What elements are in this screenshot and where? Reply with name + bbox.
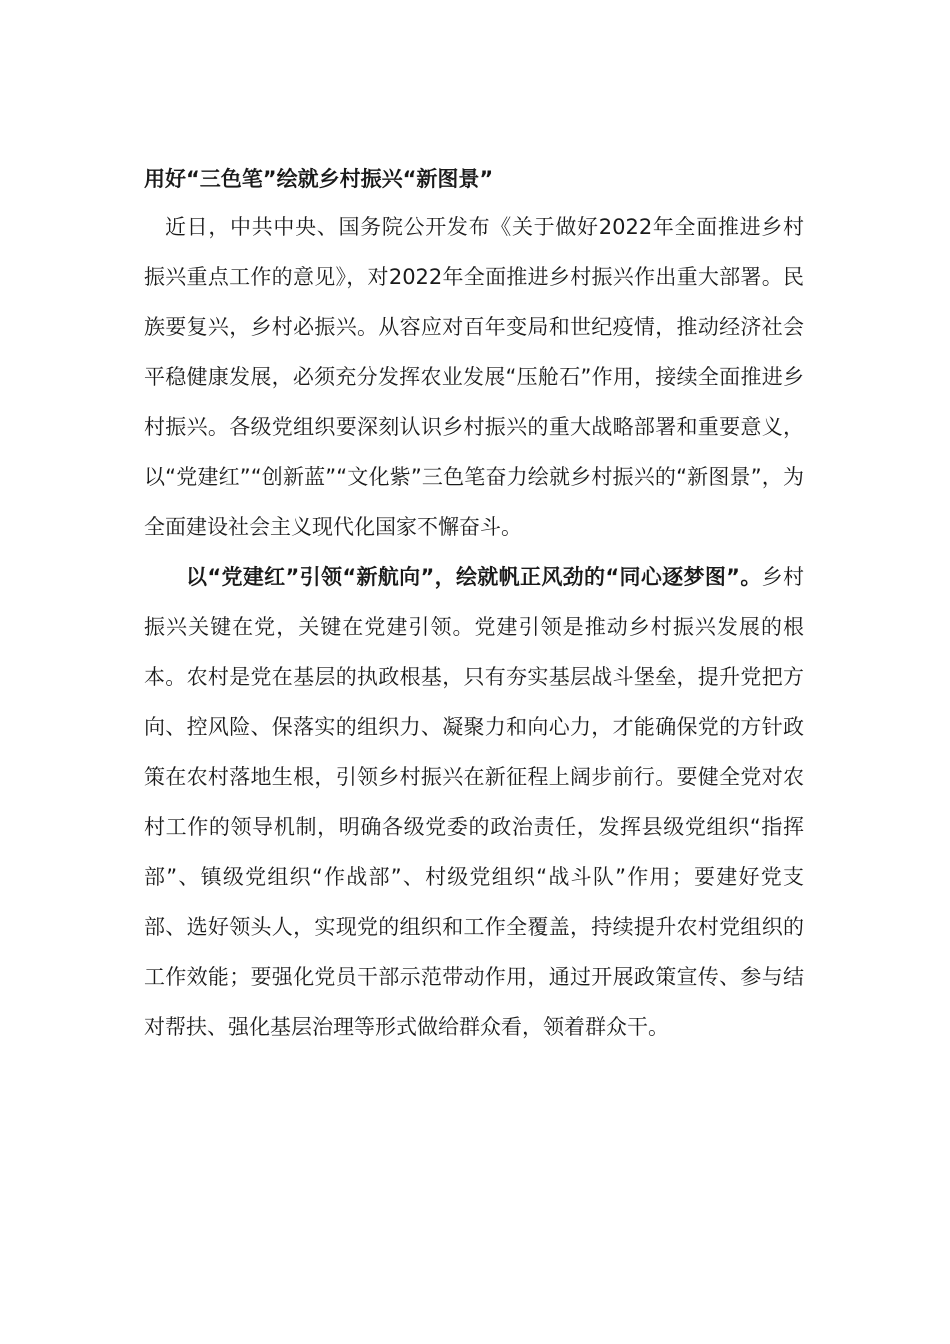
paragraph-intro-text: 近日，中共中央、国务院公开发布《关于做好2022年全面推进乡村振兴重点工作的意见》，对2022年全面推进乡村振兴作出重大部署。民族要复兴，乡村必振兴。从容应对百年变局和世纪疫情，推动经济社会平稳健康发展，必须充分发挥农业发展“压舱石”作用，接续全面推进乡村振兴。各级党组织要深刻认识乡村振兴的重大战略部署和重要意义，以“党建红”“创新蓝”“文化紫”三色笔奋力绘就乡村振兴的“新图景”，为全面建设社会主义现代化国家不懈奋斗。 bbox=[144, 215, 804, 539]
paragraph-party-building bbox=[144, 552, 804, 1052]
document-body bbox=[144, 156, 804, 1052]
paragraph-intro bbox=[144, 202, 804, 552]
paragraph-lead-heading: 以“党建红”引领“新航向”，绘就帆正风劲的“同心逐梦图”。 bbox=[186, 565, 762, 589]
paragraph-party-building-text: 乡村振兴关键在党，关键在党建引领。党建引领是推动乡村振兴发展的根本。农村是党在基层的执政根基，只有夯实基层战斗堡垒，提升党把方向、控风险、保落实的组织力、凝聚力和向心力，才能确保党的方针政策在农村落地生根，引领乡村振兴在新征程上阔步前行。要健全党对农村工作的领导机制，明确各级党委的政治责任，发挥县级党组织“指挥部”、镇级党组织“作战部”、村级党组织“战斗队”作用；要建好党支部、选好领头人，实现党的组织和工作全覆盖，持续提升农村党组织的工作效能；要强化党员干部示范带动作用，通过开展政策宣传、参与结对帮扶、强化基层治理等形式做给群众看，领着群众干。 bbox=[144, 565, 804, 1039]
document-title: 用好“三色笔”绘就乡村振兴“新图景” bbox=[144, 167, 494, 191]
